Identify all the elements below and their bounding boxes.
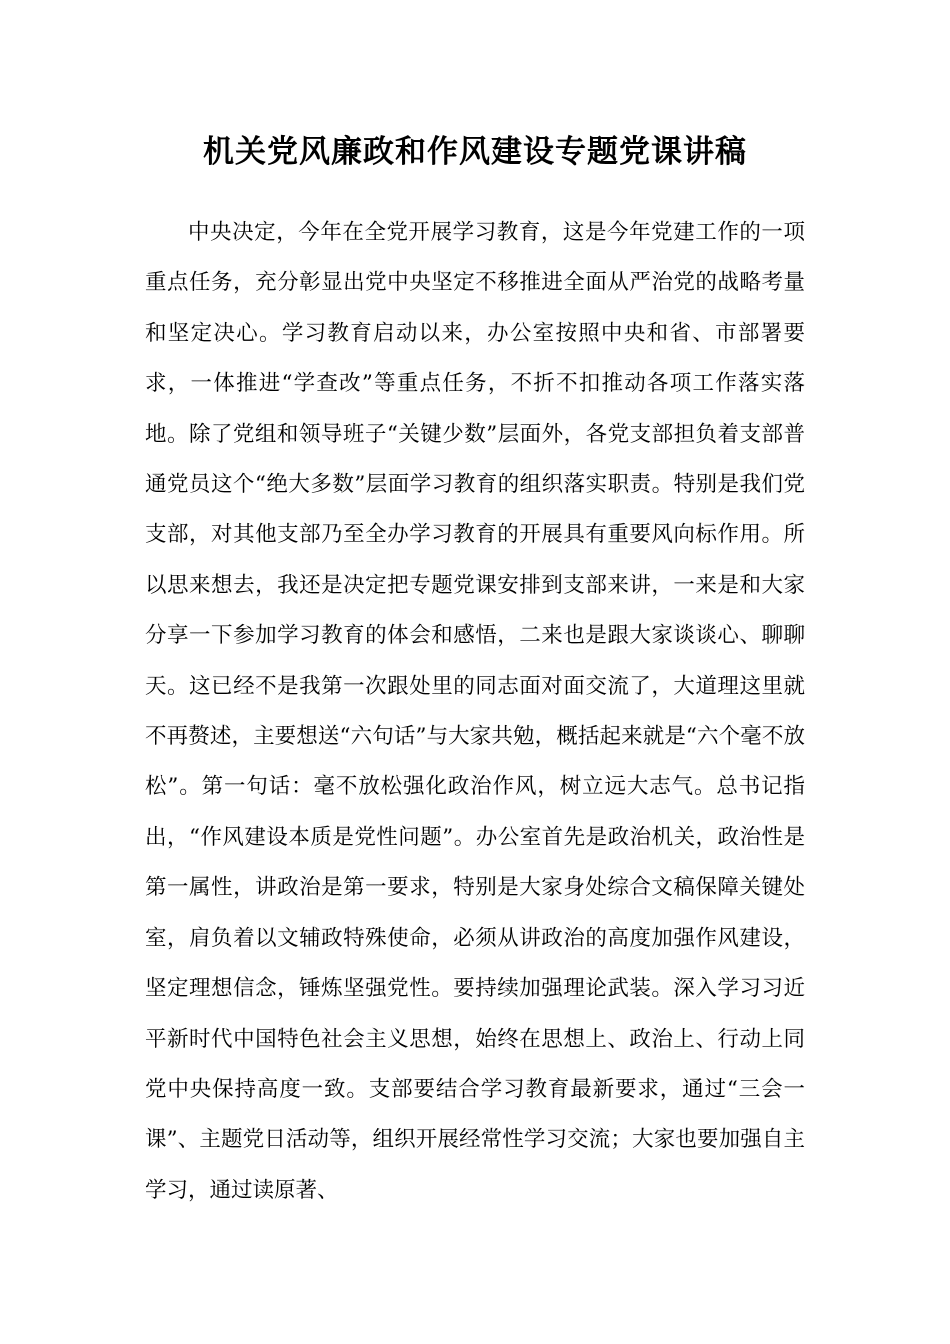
document-title: 机关党风廉政和作风建设专题党课讲稿 — [203, 134, 747, 170]
body-paragraph: 中央决定，今年在全党开展学习教育，这是今年党建工作的一项重点任务，充分彰显出党中央坚定不移推进全面从严治党的战略考量和坚定决心。学习教育启动以来，办公室按照中央和省、市部署要求，一体推进“学查改”等重点任务，不折不扣推动各项工作落实落地。除了党组和领导班子“关键少数”层面外，各党支部担负着支部普通党员这个“绝大多数”层面学习教育的组织落实职责。特别是我们党支部，对其他支部乃至全办学习教育的开展具有重要风向标作用。所以思来想去，我还是决定把专题党课安排到支部来讲，一来是和大家分享一下参加学习教育的体会和感悟，二来也是跟大家谈谈心、聊聊天。这已经不是我第一次跟处里的同志面对面交流了，大道理这里就不再赘述，主要想送“六句话”与大家共勉，概括起来就是“六个毫不放松”。第一句话：毫不放松强化政治作风，树立远大志气。总书记指出，“作风建设本质是党性问题”。办公室首先是政治机关，政治性是第一属性，讲政治是第一要求，特别是大家身处综合文稿保障关键处室，肩负着以文辅政特殊使命，必须从讲政治的高度加强作风建设，坚定理想信念，锤炼坚强党性。要持续加强理论武装。深入学习习近平新时代中国特色社会主义思想，始终在思想上、政治上、行动上同党中央保持高度一致。支部要结合学习教育最新要求，通过“三会一课”、主题党日活动等，组织开展经常性学习交流；大家也要加强自主学习，通过读原著、 — [145, 220, 805, 1203]
